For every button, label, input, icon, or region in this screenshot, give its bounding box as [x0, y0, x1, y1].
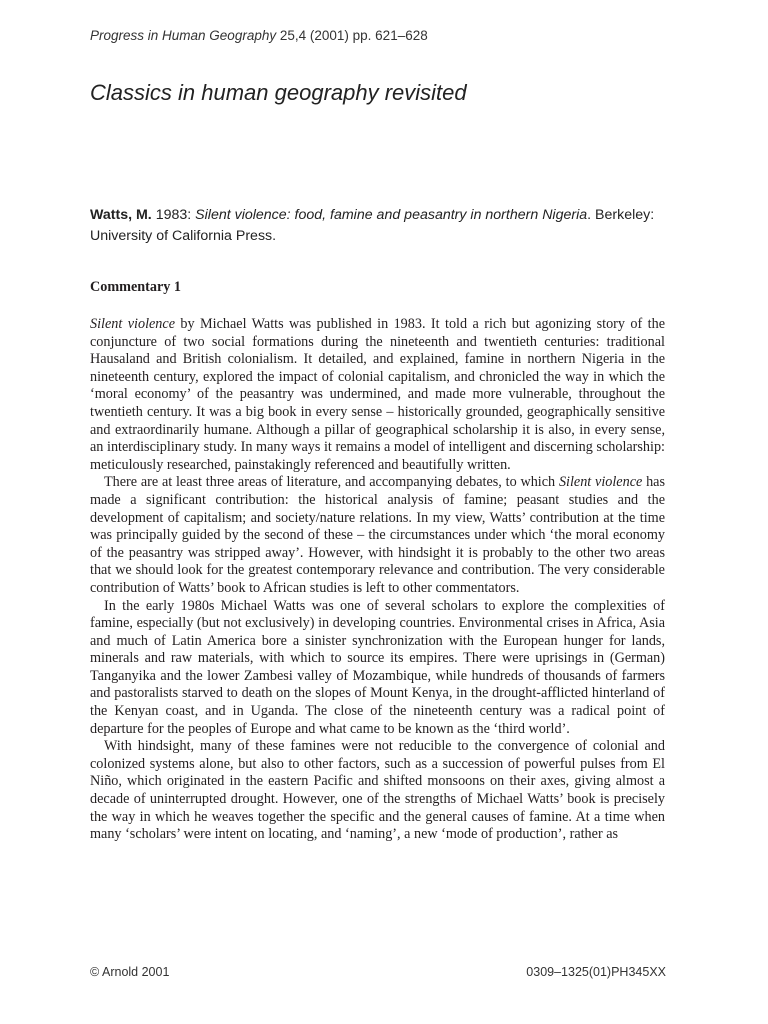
paragraph-4: With hindsight, many of these famines were not reducible to the convergence of colonial and colonized systems alone, but also to other factors, such as a succession of powerful pulses from El Niño, which originated in the eastern Pacific and shifted monsoons on their axes, giving almost a decade of uninterrupted drought. However, one of the strengths of Michael Watts’ book is precisely the way in which he weaves together the specific and the general causes of famine. At a time when many ‘scholars’ were intent on locating, and ‘naming’, a new ‘mode of production’, rather as	[90, 738, 665, 843]
journal-name: Progress in Human Geography	[90, 28, 277, 43]
citation-author: Watts, M.	[90, 207, 152, 223]
journal-issue: 25,4 (2001) pp. 621–628	[279, 28, 428, 43]
citation-publisher: . Berkeley: University of California Press.	[90, 207, 655, 244]
citation-title: Silent violence: food, famine and peasantry in northern Nigeria	[195, 207, 588, 223]
book-citation	[90, 205, 690, 247]
paragraph-2: There are at least three areas of literature, and accompanying debates, to which Silent violence has made a significant contribution: the historical analysis of famine; peasant studies and the development of capitalism; and society/nature relations. In my view, Watts’ contribution at the time was principally guided by the second of these – the circumstances under which ‘the moral economy of the peasantry was stripped away’. However, with hindsight it is probably to the other two areas that we should look for the greatest contemporary relevance and contribution. The very considerable contribution of Watts’ book to African studies is left to other commentators.	[90, 474, 665, 596]
citation-year: 1983:	[155, 207, 192, 223]
paragraph-3: In the early 1980s Michael Watts was one of several scholars to explore the complexities of famine, especially (but not exclusively) in developing countries. Environmental crises in Africa, Asia and much of Latin America bore a sinister synchronization with the European hunger for lands, minerals and raw materials, with which to source its empires. There were uprisings in (German) Tanganyika and the lower Zambesi valley of Mozambique, while hundreds of thousands of farmers and pastoralists starved to death on the slopes of Mount Kenya, in the drought-afflicted hinterland of the Kenyan coast, and in Uganda. The close of the nineteenth century was a radical point of departure for the peoples of Europe and what came to be known as the ‘third world’.	[90, 597, 665, 737]
footer-code: 0309–1325(01)PH345XX	[526, 965, 666, 979]
article-body	[90, 316, 665, 844]
book-title-italic: Silent violence	[90, 316, 175, 332]
footer-copyright: © Arnold 2001	[90, 965, 170, 979]
commentary-heading: Commentary 1	[90, 279, 182, 295]
paragraph-1: Silent violence by Michael Watts was published in 1983. It told a rich but agonizing story of the conjuncture of two social formations during the nineteenth and twentieth centuries: traditional Hausaland and British colonialism. It detailed, and explained, famine in northern Nigeria in the nineteenth century, explored the impact of colonial capitalism, and chronicled the way in which the ‘moral economy’ of the peasantry was undermined, and made more vulnerable, throughout the twentieth century. It was a big book in every sense – historically grounded, geographically sensitive and extraordinarily humane. Although a pillar of geographical scholarship it is also, in every sense, an interdisciplinary study. In many ways it remains a model of intelligent and discerning scholarship: meticulously researched, painstakingly referenced and beautifully written.	[90, 316, 665, 473]
book-title-italic: Silent violence	[558, 474, 643, 491]
section-title: Classics in human geography revisited	[90, 80, 467, 105]
journal-header	[90, 28, 428, 43]
